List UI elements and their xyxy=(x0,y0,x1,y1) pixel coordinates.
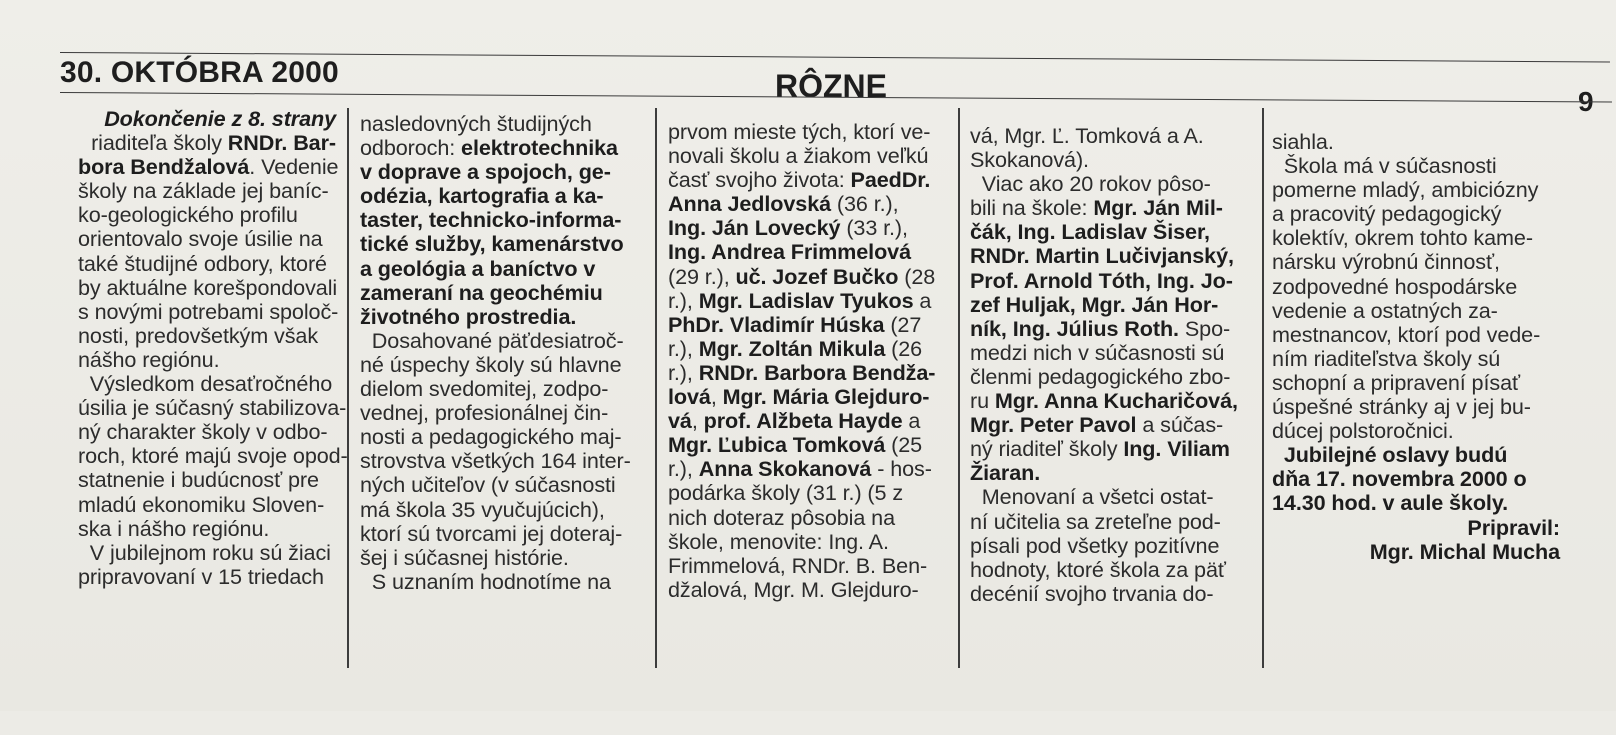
text-line: časť svojho života: PaedDr. xyxy=(668,167,931,193)
text-line: Dosahované päťdesiatroč- xyxy=(360,327,624,353)
section-title: RÔZNE xyxy=(775,68,887,104)
column-divider-2 xyxy=(655,108,657,668)
text-line: zef Huljak, Mgr. Ján Hor- xyxy=(970,291,1219,317)
column-divider-4 xyxy=(1262,108,1264,668)
text-line: Mgr. Peter Pavol a súčas- xyxy=(970,412,1224,438)
text-line: Prof. Arnold Tóth, Ing. Jo- xyxy=(970,267,1233,293)
text-line: r.), Anna Skokanová - hos- xyxy=(668,456,932,482)
text-line: zameraní na geochémiu xyxy=(360,279,603,305)
text-line: mladú ekonomiku Sloven- xyxy=(78,491,325,517)
article-column-3 xyxy=(668,120,948,725)
text-line: nášho regiónu. xyxy=(78,346,220,372)
text-line: Žiaran. xyxy=(970,460,1041,486)
text-line: Anna Jedlovská (36 r.), xyxy=(668,191,899,217)
text-line: Mgr. Ľubica Tomková (25 xyxy=(668,432,923,458)
text-line: siahla. xyxy=(1272,129,1334,154)
text-line: úsilia je súčasný stabilizova- xyxy=(78,395,347,421)
text-line: Mgr. Michal Mucha xyxy=(1369,538,1560,564)
text-line: V jubilejnom roku sú žiaci xyxy=(78,539,331,565)
text-line: Skokanová). xyxy=(970,147,1089,173)
text-line: S uznaním hodnotíme na xyxy=(360,568,611,594)
text-line: členmi pedagogického zbo- xyxy=(970,363,1231,389)
text-line: ska i nášho regiónu. xyxy=(78,515,270,541)
text-line: v doprave a spojoch, ge- xyxy=(360,159,611,185)
text-line: ktorí sú tvorcami jej doteraj- xyxy=(360,520,623,546)
text-line: pomerne mladý, ambiciózny xyxy=(1272,177,1539,203)
text-line: Výsledkom desaťročného xyxy=(78,371,333,397)
text-line: má škola 35 vyučujúcich), xyxy=(360,496,605,522)
text-line: podárka školy (31 r.) (5 z xyxy=(668,480,904,506)
text-line: vednej, profesionálnej čin- xyxy=(360,400,609,426)
text-line: nasledovných študijných xyxy=(360,111,592,136)
text-line: Ing. Ján Lovecký (33 r.), xyxy=(668,215,908,241)
text-line: r.), Mgr. Ladislav Tyukos a xyxy=(668,287,932,313)
text-line: RNDr. Martin Lučivjanský, xyxy=(970,243,1234,269)
text-line: škole, menovite: Ing. A. xyxy=(668,528,889,554)
text-line: Frimmelová, RNDr. B. Ben- xyxy=(668,552,928,578)
text-line: mestnancov, ktorí pod vede- xyxy=(1272,321,1541,347)
text-line: r.), RNDr. Barbora Bendža- xyxy=(668,359,936,385)
text-line: statnenie i budúcnosť pre xyxy=(78,467,319,493)
text-line: pripravovaní v 15 triedach xyxy=(78,563,324,589)
text-line: roch, ktoré majú svoje opod- xyxy=(78,443,348,469)
text-line: ný charakter školy v odbo- xyxy=(78,419,328,445)
text-line: životného prostredia. xyxy=(360,303,577,329)
page-number: 9 xyxy=(1578,86,1594,117)
text-line: nich doteraz pôsobia na xyxy=(668,504,895,530)
text-line: zodpovedné hospodárske xyxy=(1272,273,1518,299)
text-line: dielom svedomitej, zodpo- xyxy=(360,376,609,402)
article-column-2 xyxy=(360,112,638,717)
text-line: nosti a pedagogického maj- xyxy=(360,424,622,450)
text-line: džalová, Mgr. M. Glejduro- xyxy=(668,576,919,602)
text-line: dňa 17. novembra 2000 o xyxy=(1272,466,1527,492)
text-line: dúcej polstoročnici. xyxy=(1272,418,1454,444)
text-line: nársku výrobnú činnosť, xyxy=(1272,249,1500,275)
article-column-1 xyxy=(78,106,348,712)
column-divider-1 xyxy=(347,108,349,668)
text-line: ru Mgr. Anna Kucharičová, xyxy=(970,388,1238,414)
text-line: schopní a pripravení písať xyxy=(1272,369,1520,395)
text-line: ko-geologického profilu xyxy=(78,202,298,228)
text-line: decénií svojho trvania do- xyxy=(970,580,1214,606)
text-line: taster, technicko-informa- xyxy=(360,207,622,233)
text-line: a pracovitý pedagogický xyxy=(1272,201,1502,227)
text-line: bili na škole: Mgr. Ján Mil- xyxy=(970,195,1223,221)
text-line: medzi nich v súčasnosti sú xyxy=(970,339,1225,365)
text-line: vá, Mgr. Ľ. Tomková a A. xyxy=(970,123,1204,148)
text-line: ný riaditeľ školy Ing. Viliam xyxy=(970,436,1230,462)
text-line: vá, prof. Alžbeta Hayde a xyxy=(668,408,921,434)
text-line: kolektív, okrem tohto kame- xyxy=(1272,225,1533,251)
text-line: PhDr. Vladimír Húska (27 xyxy=(668,311,922,337)
article-column-4 xyxy=(970,124,1248,729)
text-line: šej i súčasnej histórie. xyxy=(360,544,569,570)
text-line: také študijné odbory, ktoré xyxy=(78,250,327,276)
text-line: ných učiteľov (v súčasnosti xyxy=(360,472,616,498)
text-line: čák, Ing. Ladislav Šiser, xyxy=(970,219,1210,245)
text-line: úspešné stránky aj v jej bu- xyxy=(1272,394,1531,420)
text-line: vedenie a ostatných za- xyxy=(1272,297,1498,323)
text-line: Škola má v súčasnosti xyxy=(1272,153,1497,179)
text-line: hodnoty, ktoré škola za päť xyxy=(970,556,1226,582)
text-line: novali školu a žiakom veľkú xyxy=(668,143,929,169)
text-line: ním riaditeľstva školy sú xyxy=(1272,345,1501,371)
text-line: né úspechy školy sú hlavne xyxy=(360,351,622,377)
text-line: tické služby, kamenárstvo xyxy=(360,231,624,257)
text-line: Jubilejné oslavy budú xyxy=(1283,442,1508,468)
text-line: písali pod všetky pozitívne xyxy=(970,532,1220,558)
text-line: odézia, kartografia a ka- xyxy=(360,183,604,209)
text-line: riaditeľa školy RNDr. Bar- xyxy=(91,130,336,156)
text-line: bora Bendžalová. Vedenie xyxy=(78,154,339,180)
text-line: orientovalo svoje úsilie na xyxy=(78,226,323,252)
text-line: Ing. Andrea Frimmelová xyxy=(668,239,911,265)
text-line: Pripravil: xyxy=(1467,514,1560,540)
text-line: ní učitelia sa zreteľne pod- xyxy=(970,508,1221,534)
text-line: školy na základe jej baníc- xyxy=(78,178,329,204)
text-line: prvom mieste tých, ktorí ve- xyxy=(668,119,931,144)
text-line: Dokončenie z 8. strany xyxy=(104,106,336,131)
article-column-5 xyxy=(1272,130,1560,735)
column-divider-3 xyxy=(958,108,960,668)
text-line: odboroch: elektrotechnika xyxy=(360,135,618,161)
text-line: Menovaní a všetci ostat- xyxy=(970,484,1214,510)
text-line: by aktuálne korešpondovali xyxy=(78,274,338,300)
issue-date: 30. OKTÓBRA 2000 xyxy=(60,56,339,89)
text-line: strovstva všetkých 164 inter- xyxy=(360,448,631,474)
text-line: ník, Ing. Július Roth. Spo- xyxy=(970,315,1231,341)
text-line: s novými potrebami spoloč- xyxy=(78,298,339,324)
text-line: r.), Mgr. Zoltán Mikula (26 xyxy=(668,335,923,361)
text-line: Viac ako 20 rokov pôso- xyxy=(970,171,1211,197)
text-line: lová, Mgr. Mária Glejdurо- xyxy=(668,384,930,410)
text-line: (29 r.), uč. Jozef Bučko (28 xyxy=(668,263,936,289)
text-line: nosti, predovšetkým však xyxy=(78,322,319,348)
text-line: a geológia a baníctvo v xyxy=(360,255,596,281)
text-line: 14.30 hod. v aule školy. xyxy=(1272,490,1509,516)
